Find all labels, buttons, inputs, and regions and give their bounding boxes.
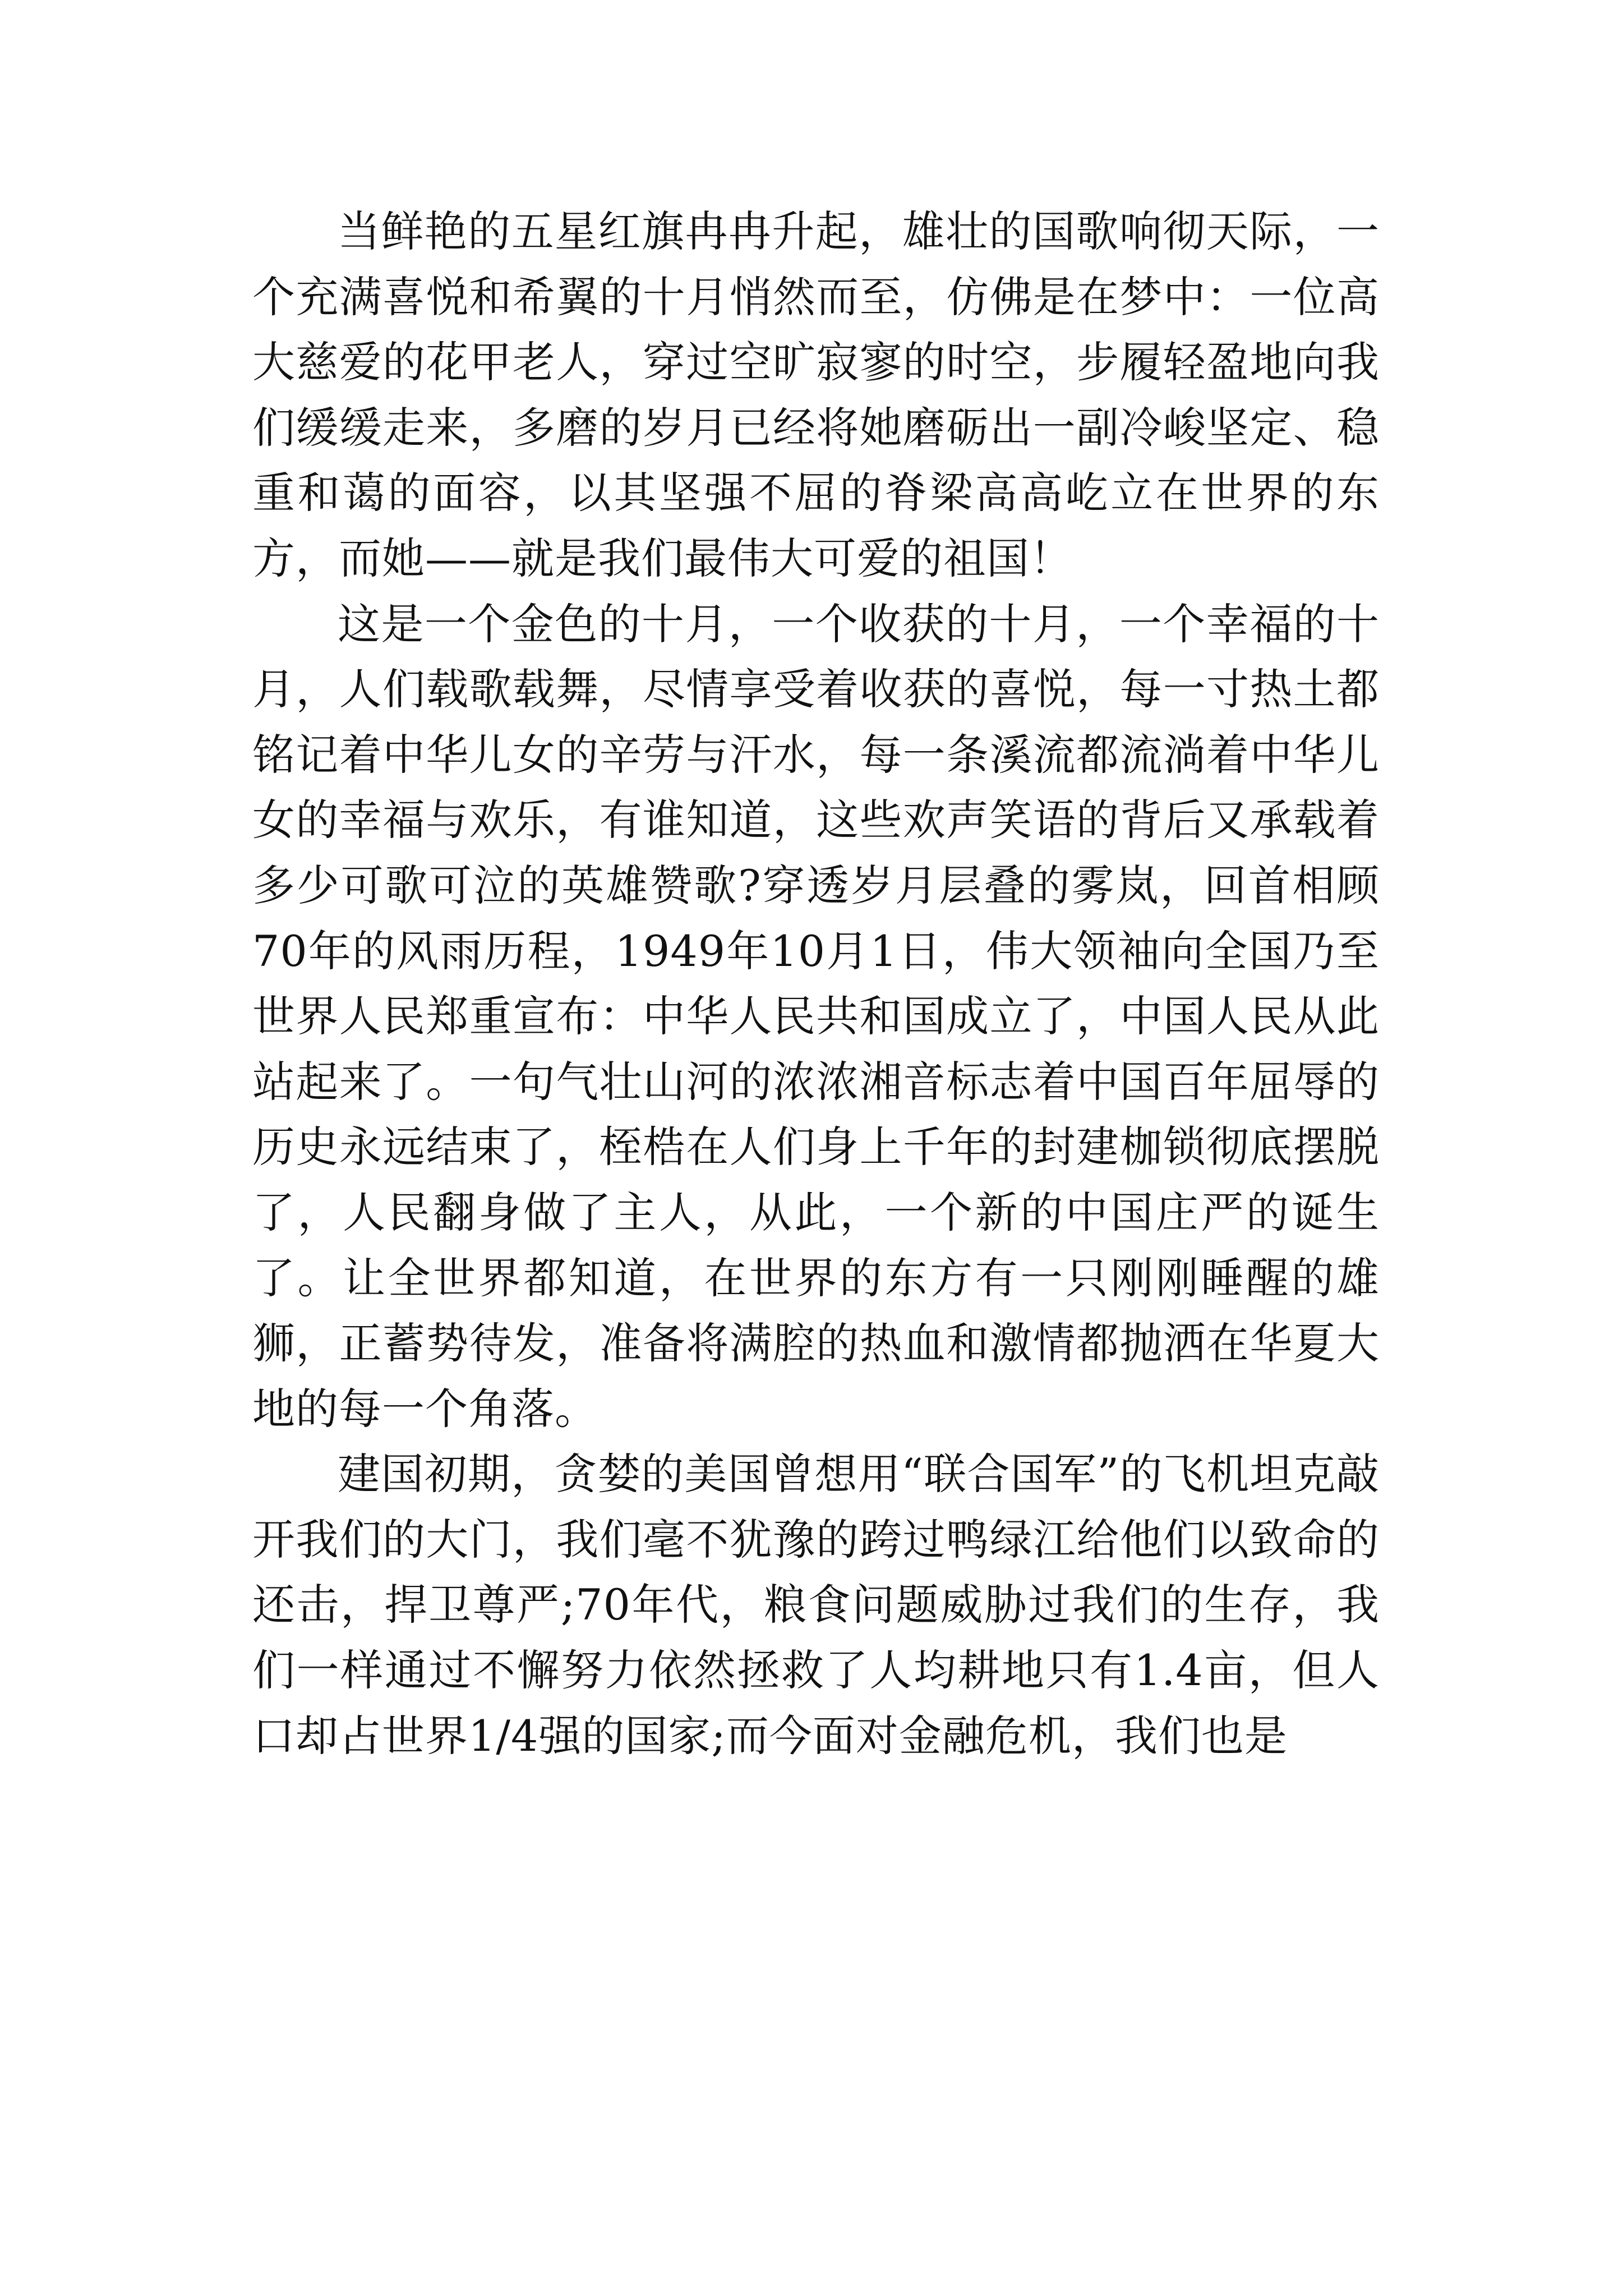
paragraph-2: 这是一个金色的十月，一个收获的十月，一个幸福的十月，人们载歌载舞，尽情享受着收获的喜悦，每一寸热土都铭记着中华儿女的辛劳与汗水，每一条溪流都流淌着中华儿女的幸福与欢乐，有谁知道，这些欢声笑语的背后又承载着多少可歌可泣的英雄赞歌?穿透岁月层叠的雾岚，回首相顾70年的风雨历程，1949年10月1日，伟大领袖向全国乃至世界人民郑重宣布：中华人民共和国成立了，中国人民从此站起来了。一句气壮山河的浓浓湘音标志着中国百年屈辱的历史永远结束了，桎梏在人们身上千年的封建枷锁彻底摆脱了，人民翻身做了主人，从此，一个新的中国庄严的诞生了。让全世界都知道，在世界的东方有一只刚刚睡醒的雄狮，正蓄势待发，准备将满腔的热血和激情都抛洒在华夏大地的每一个角落。 [252,599,1380,1434]
paragraph-1: 当鲜艳的五星红旗冉冉升起，雄壮的国歌响彻天际，一个充满喜悦和希翼的十月悄然而至，仿佛是在梦中：一位高大慈爱的花甲老人，穿过空旷寂寥的时空，步履轻盈地向我们缓缓走来，多磨的岁月已经将她磨砺出一副冷峻坚定、稳重和蔼的面容，以其坚强不屈的脊梁高高屹立在世界的东方，而她——就是我们最伟大可爱的祖国！ [252,206,1380,583]
document-body [252,199,1380,1769]
paragraph-3: 建国初期，贪婪的美国曾想用“联合国军”的飞机坦克敲开我们的大门，我们毫不犹豫的跨过鸭绿江给他们以致命的还击，捍卫尊严;70年代，粮食问题威胁过我们的生存，我们一样通过不懈努力依然拯救了人均耕地只有1.4亩，但人口却占世界1/4强的国家;而今面对金融危机，我们也是 [252,1449,1380,1761]
